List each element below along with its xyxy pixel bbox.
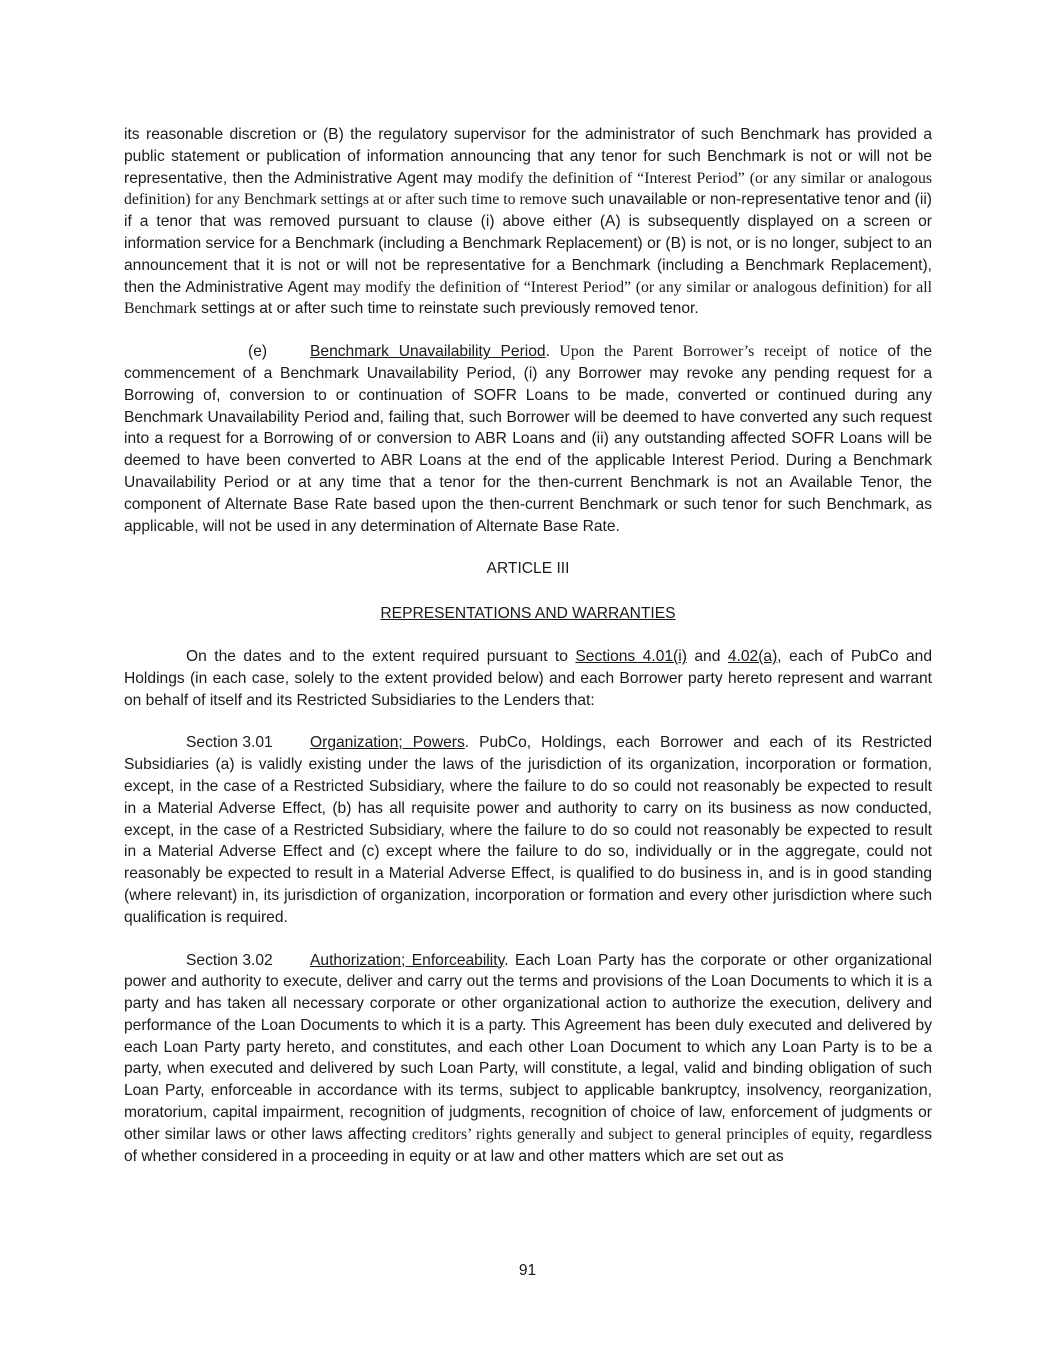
section-title: Organization; Powers	[310, 734, 465, 752]
text-run-serif: may modify the definition of “Interest Period” (or any similar or analogous definition) for all Benchmark	[124, 278, 932, 318]
text-run-serif: creditors’ rights generally and subject to general principles of equity,	[411, 1125, 854, 1143]
text-run: and	[686, 647, 728, 665]
article-title-text: REPRESENTATIONS AND WARRANTIES	[380, 605, 676, 623]
section-3-02	[124, 950, 932, 1168]
section-3-01	[124, 732, 932, 928]
section-number: Section 3.02	[186, 951, 273, 969]
section-title: Authorization; Enforceability	[310, 951, 505, 969]
text-run: , each of PubCo and Holdings (in each case, solely to the extent provided below) and each Borrower party hereto represent and warrant on behalf of itself and its Restricted Subsidiaries to the Lenders that:	[124, 647, 933, 709]
section-number: Section 3.01	[186, 734, 273, 752]
text-run: regardless of whether considered in a proceeding in equity or at law and other matters which are set out as	[124, 1125, 932, 1165]
document-page	[124, 124, 932, 1167]
text-run: of the commencement of a Benchmark Unavailability Period, (i) any Borrower may revoke any pending request for a Borrowing of, conversion to or continuation of SOFR Loans to be made, converted or continued during any Benchmark Unavailability Period and, failing that, such Borrower will be deemed to have converted any such request into a request for a Borrowing of or conversion to ABR Loans and (ii) any outstanding affected SOFR Loans will be deemed to have been converted to ABR Loans at the end of the applicable Interest Period. During a Benchmark Unavailability Period or at any time that a tenor for the then-current Benchmark is not an Available Tenor, the component of Alternate Base Rate based upon the then-current Benchmark or such tenor for such Benchmark, as applicable, will not be used in any determination of Alternate Base Rate.	[124, 343, 932, 535]
section-body: . Each Loan Party has the corporate or other organizational power and authority to execute, deliver and carry out the terms and provisions of the Loan Documents to which it is a party and has taken all necessary corporate or other organizational action to authorize the execution, delivery and performance of the Loan Documents to which it is a party. This Agreement has been duly executed and delivered by each Loan Party party hereto, and constitutes, and each other Loan Document to which any Loan Party is to be a party, when executed and delivered by such Loan Party, will constitute, a legal, valid and binding obligation of such Loan Party, enforceable in accordance with its terms, subject to applicable bankruptcy, insolvency, reorganization, moratorium, capital impairment, recognition of judgments, recognition of choice of law, enforcement of judgments or other similar laws or other laws affecting	[124, 951, 933, 1143]
article-number: ARTICLE III	[486, 560, 570, 578]
text-run: .	[545, 343, 550, 361]
paragraph-benchmark-tenor	[124, 124, 932, 320]
text-run: such unavailable or non-representative tenor and (ii) if a tenor that was removed pursuant to clause (i) above either (A) is subsequently displayed on a screen or information service for a Benchmark (including a Benchmark Replacement) or (B) is not, or is no longer, subject to an announcement that it is not or will not be representative for a Benchmark (including a Benchmark Replacement), then the Administrative Agent	[124, 191, 932, 296]
text-run: On the dates and to the extent required pursuant to	[186, 647, 576, 665]
text-run-serif: Upon the Parent Borrower’s receipt of notice	[549, 343, 878, 361]
text-run-serif: modify the definition of “Interest Period” (or any similar or analogous definition) for any Benchmark settings at or after such time to remove	[124, 169, 932, 209]
section-reference: Sections 4.01(i)	[575, 647, 687, 665]
article-title	[124, 603, 932, 625]
text-run: its reasonable discretion or (B) the regulatory supervisor for the administrator of such Benchmark has provided a public statement or publication of information announcing that any tenor for such Benchmark is not or will not be representative, then the Administrative Agent may	[124, 126, 932, 187]
section-body: . PubCo, Holdings, each Borrower and each of its Restricted Subsidiaries (a) is validly existing under the laws of the jurisdiction of its organization, incorporation or formation, except, in the case of a Restricted Subsidiary, where the failure to do so could not reasonably be expected to result in a Material Adverse Effect, (b) has all requisite power and authority to carry on its business as now conducted, except, in the case of a Restricted Subsidiary, where the failure to do so could not reasonably be expected to result in a Material Adverse Effect and (c) except where the failure to do so, individually or in the aggregate, could not reasonably be expected to result in a Material Adverse Effect, is qualified to do business in, and is in good standing (where relevant) in, its jurisdiction of organization, incorporation or formation and every other jurisdiction where such qualification is required.	[124, 734, 932, 926]
page-number: 91	[518, 1262, 537, 1279]
paragraph-benchmark-unavailability	[124, 341, 932, 537]
paragraph-intro	[124, 646, 932, 711]
clause-label: (e)	[248, 343, 268, 361]
section-reference: 4.02(a)	[727, 647, 778, 665]
clause-title: Benchmark Unavailability Period	[310, 343, 546, 361]
text-run: settings at or after such time to reinstate such previously removed tenor.	[196, 300, 699, 318]
